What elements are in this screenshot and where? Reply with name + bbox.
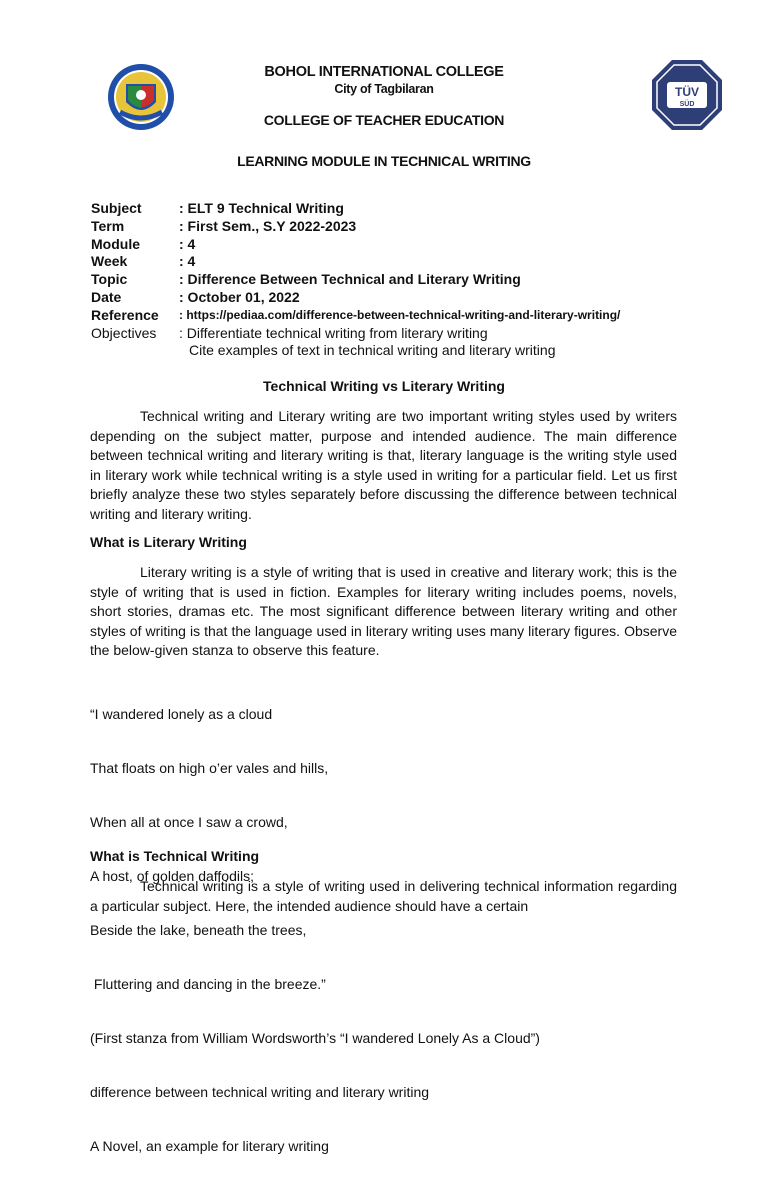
poem-line: That floats on high o’er vales and hills,	[90, 760, 329, 776]
poem-line: “I wandered lonely as a cloud	[90, 706, 273, 722]
poem-line: Fluttering and dancing in the breeze.”	[90, 976, 326, 992]
info-row-objectives: Objectives : Differentiate technical writing from literary writing	[91, 324, 488, 341]
info-row-subject: Subject : ELT 9 Technical Writing	[91, 200, 344, 216]
module-title: LEARNING MODULE IN TECHNICAL WRITING	[237, 153, 531, 169]
info-row-module: Module : 4	[91, 235, 196, 252]
technical-writing-paragraph: Technical writing is a style of writing used in delivering technical information regarding a particular subject. Here, the intended audience should have a certain	[90, 878, 677, 914]
college-name: BOHOL INTERNATIONAL COLLEGE	[264, 64, 504, 80]
literary-writing-paragraph: Literary writing is a style of writing that is used in creative and literary work; this is the style of writing that is used in fiction. Examples for literary writing includes poems, novels, short stories, dramas etc. The most significant difference between literary writing and other styles of writing is that the language used in literary writing uses many literary figures. Observe the below-given stanza to observe this feature.	[90, 564, 677, 659]
tuv-logo-text: TÜV	[675, 85, 699, 99]
info-row-reference: Reference : https://pediaa.com/difference-between-technical-writing-and-literary-writing/	[91, 306, 621, 323]
department-name: COLLEGE OF TEACHER EDUCATION	[263, 112, 505, 128]
sud-logo-text: SÜD	[679, 101, 695, 108]
literary-writing-heading: What is Literary Writing	[90, 534, 247, 550]
technical-writing-heading: What is Technical Writing	[90, 848, 260, 864]
info-row-topic: Topic : Difference Between Technical and Literary Writing	[91, 271, 521, 288]
poem-block	[90, 669, 540, 1191]
info-row-term: Term : First Sem., S.Y 2022-2023	[91, 217, 357, 234]
reference-link[interactable]: : https://pediaa.com/difference-between-technical-writing-and-literary-writing/	[179, 307, 621, 322]
info-row-objectives-continued: Cite examples of text in technical writing and literary writing	[189, 342, 556, 359]
image-caption-line: difference between technical writing and literary writing	[90, 1084, 430, 1100]
info-row-week: Week : 4	[91, 253, 196, 270]
intro-paragraph: Technical writing and Literary writing are two important writing styles used by writers depending on the subject matter, purpose and intended audience. The main difference between technical writing and literary writing is that, literary language is the writing style used in literary work while technical writing is a style used in writing for a particular field. Let us first briefly analyze these two styles separately before discussing the difference between technical writing and literary writing.	[90, 408, 677, 522]
image-caption-line: A Novel, an example for literary writing	[90, 1138, 329, 1154]
info-row-date: Date : October 01, 2022	[91, 288, 300, 305]
module-info-table	[91, 200, 620, 360]
poem-line: Beside the lake, beneath the trees,	[90, 922, 307, 938]
city-name: City of Tagbilaran	[334, 82, 434, 96]
poem-line: A host, of golden daffodils;	[90, 868, 254, 884]
poem-source-line: (First stanza from William Wordsworth’s “I wandered Lonely As a Cloud”)	[90, 1030, 540, 1046]
section-title: Technical Writing vs Literary Writing	[263, 378, 505, 394]
poem-line: When all at once I saw a crowd,	[90, 814, 288, 830]
